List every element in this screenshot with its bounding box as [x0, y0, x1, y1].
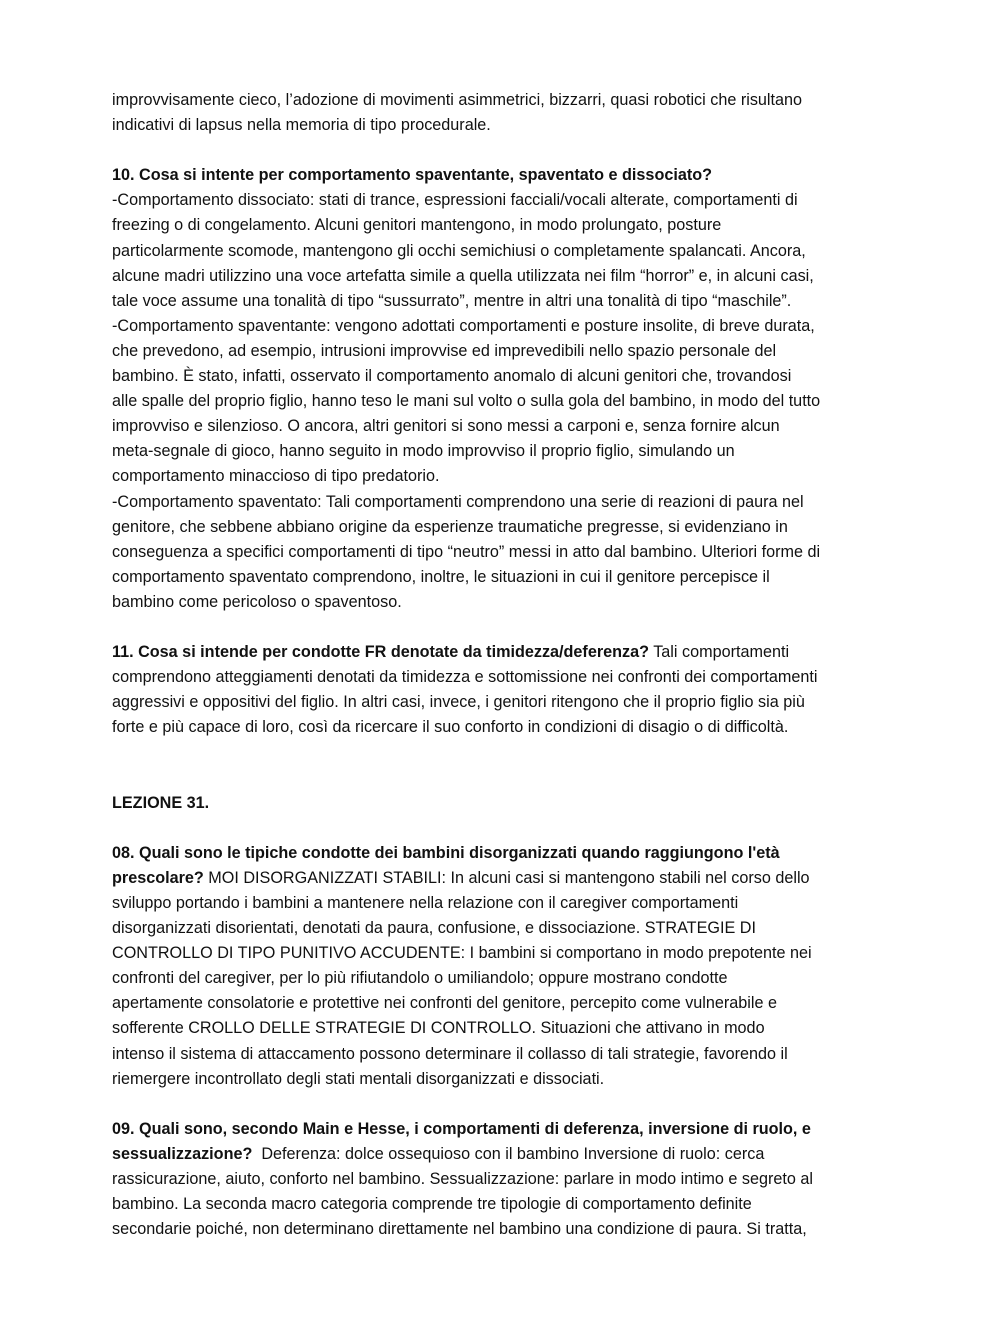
text-line: sofferente CROLLO DELLE STRATEGIE DI CONTROLLO. Situazioni che attivano in modo — [112, 1019, 765, 1038]
question-08-title: 08. Quali sono le tipiche condotte dei bambini disorganizzati quando raggiungono l'età — [112, 843, 780, 862]
text-line: che prevedono, ad esempio, intrusioni improvvise ed imprevedibili nello spazio personale del — [112, 341, 777, 360]
text-line: bambino come pericoloso o spaventoso. — [112, 592, 402, 611]
text-line: secondarie poiché, non determinano direttamente nel bambino una condizione di paura. Si tratta, — [112, 1220, 807, 1239]
text-line: riemergere incontrollato degli stati mentali disorganizzati e dissociati. — [112, 1069, 605, 1088]
question-11-title: 11. Cosa si intende per condotte FR denotate da timidezza/deferenza? — [112, 643, 649, 662]
answer-text: MOI DISORGANIZZATI STABILI: In alcuni casi si mantengono stabili nel corso dello — [203, 868, 810, 887]
text-line: particolarmente scomode, mantengono gli occhi semichiusi o completamente spalancati. Ancora, — [112, 241, 806, 260]
section-spacer — [112, 740, 892, 790]
intro-paragraph — [112, 88, 892, 138]
text-line: freezing o di congelamento. Alcuni genitori mantengono, in modo prolungato, posture — [112, 216, 722, 235]
text-line: disorganizzati disorientati, denotati da paura, confusione, e dissociazione. STRATEGIE DI — [112, 919, 756, 938]
dissociato-section — [112, 188, 892, 313]
text-line: genitore, che sebbene abbiano origine da esperienze traumatiche pregresse, si evidenziano in — [112, 517, 788, 536]
text-line: CONTROLLO DI TIPO PUNITIVO ACCUDENTE: I bambini si comportano in modo prepotente nei — [112, 944, 812, 963]
question-10 — [112, 163, 892, 615]
question-09 — [112, 1117, 892, 1242]
text-line: confronti del caregiver, per lo più rifiutandolo o umiliandolo; oppure mostrano condotte — [112, 969, 728, 988]
lesson-heading: LEZIONE 31. — [112, 793, 210, 812]
text-line: apertamente consolatorie e protettive nei confronti del genitore, percepito come vulnerabile e — [112, 994, 777, 1013]
text-line: bambino. È stato, infatti, osservato il comportamento anomalo di alcuni genitori che, trovandosi — [112, 367, 792, 386]
text-line: aggressivi e oppositivi del figlio. In altri casi, invece, i genitori ritengono che il proprio figlio sia più — [112, 693, 805, 712]
paragraph-spacer — [112, 615, 892, 640]
text-line: tale voce assume una tonalità di tipo “sussurrato”, mentre in altri una tonalità di tipo “maschile”. — [112, 291, 792, 310]
text-line — [112, 1142, 892, 1167]
paragraph-spacer — [112, 816, 892, 841]
text-line: -Comportamento dissociato: stati di trance, espressioni facciali/vocali alterate, comportamenti di — [112, 191, 798, 210]
question-09-title-end: sessualizzazione? — [112, 1144, 253, 1163]
text-line: -Comportamento spaventato: Tali comportamenti comprendono una serie di reazioni di paura nel — [112, 492, 804, 511]
text-line: alle spalle del proprio figlio, hanno teso le mani sul volto o sulla gola del bambino, in modo del tutto — [112, 392, 821, 411]
text-line: comprendono atteggiamenti denotati da timidezza e sottomissione nei confronti dei comportamenti — [112, 668, 818, 687]
text-line: improvvisamente cieco, l’adozione di movimenti asimmetrici, bizzarri, quasi robotici che risultano — [112, 91, 803, 109]
text-line — [112, 866, 892, 891]
text-line: intenso il sistema di attaccamento possono determinare il collasso di tali strategie, favorendo il — [112, 1044, 788, 1063]
question-10-title: 10. Cosa si intente per comportamento spaventante, spaventato e dissociato? — [112, 166, 712, 185]
text-line: alcune madri utilizzino una voce artefatta simile a quella utilizzata nei film “horror” e, in alcuni casi, — [112, 266, 814, 285]
text-line: meta-segnale di gioco, hanno seguito in modo improvviso il proprio figlio, simulando un — [112, 442, 735, 461]
question-08-title-end: prescolare? — [112, 868, 204, 887]
text-line: bambino. La seconda macro categoria comprende tre tipologie di comportamento definite — [112, 1195, 752, 1214]
text-line: comportamento minaccioso di tipo predatorio. — [112, 467, 440, 486]
text-line: sviluppo portando i bambini a mantenere nella relazione con il caregiver comportamenti — [112, 894, 739, 912]
question-09-title: 09. Quali sono, secondo Main e Hesse, i comportamenti di deferenza, inversione di ruolo, e — [112, 1119, 811, 1138]
text-line: indicativi di lapsus nella memoria di tipo procedurale. — [112, 116, 491, 135]
text-line: -Comportamento spaventante: vengono adottati comportamenti e posture insolite, di breve durata, — [112, 316, 815, 335]
paragraph-spacer — [112, 138, 892, 163]
text-line: forte e più capace di loro, così da ricercare il suo conforto in condizioni di disagio o di difficoltà. — [112, 718, 789, 737]
text-line: improvviso e silenzioso. O ancora, altri genitori si sono messi a carponi e, senza fornire alcun — [112, 417, 780, 436]
question-11 — [112, 640, 892, 740]
question-08 — [112, 841, 892, 1092]
document-page — [112, 88, 892, 1242]
paragraph-spacer — [112, 1092, 892, 1117]
spaventante-section — [112, 314, 892, 490]
text-line: rassicurazione, aiuto, conforto nel bambino. Sessualizzazione: parlare in modo intimo e segreto al — [112, 1170, 813, 1189]
answer-text: Deferenza: dolce ossequioso con il bambino Inversione di ruolo: cerca — [252, 1144, 765, 1163]
text-line: comportamento spaventato comprendono, inoltre, le situazioni in cui il genitore percepisce il — [112, 567, 770, 586]
text-line: conseguenza a specifici comportamenti di tipo “neutro” messi in atto dal bambino. Ulteriori forme di — [112, 542, 821, 561]
spaventato-section — [112, 490, 892, 615]
text-line — [112, 640, 892, 665]
answer-text: Tali comportamenti — [649, 643, 790, 662]
